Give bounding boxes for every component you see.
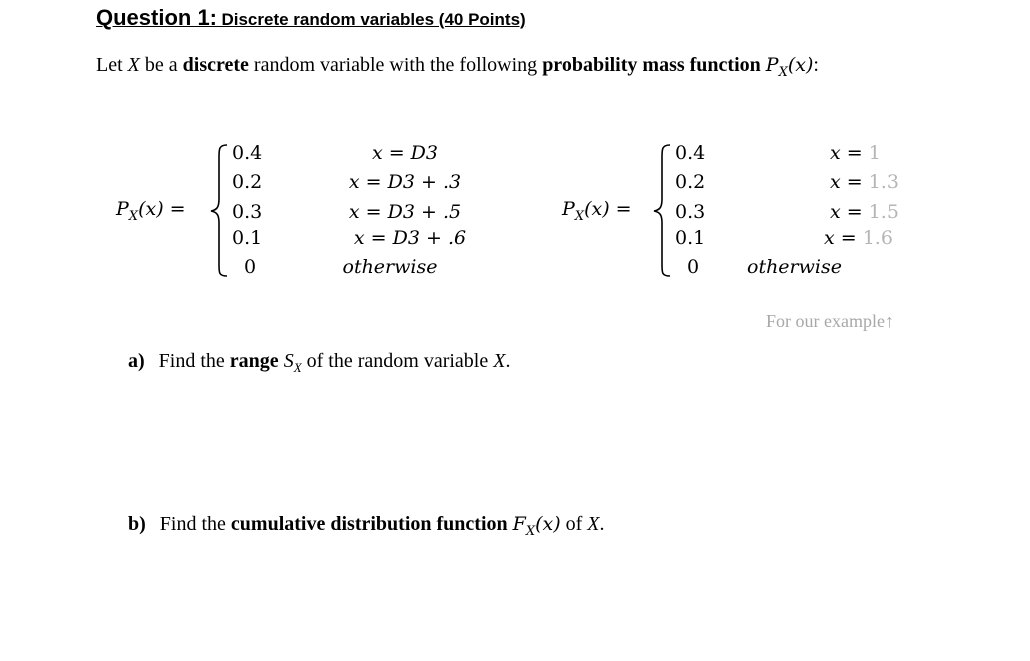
right-pmf-condition-2: x = 1.3 bbox=[830, 171, 899, 193]
question-heading bbox=[96, 5, 526, 31]
left-pmf-condition-4: x = D3 + .6 bbox=[353, 227, 467, 249]
part-a-label: a) bbox=[128, 350, 145, 372]
left-pmf-value-3: 0.3 bbox=[232, 201, 263, 223]
intro-text-1: Let bbox=[96, 54, 128, 76]
intro-variable: X bbox=[127, 54, 140, 76]
left-pmf-value-1: 0.4 bbox=[232, 142, 263, 164]
part-a-bold-range: range bbox=[229, 350, 279, 372]
part-b: b) Find the cumulative distribution function $F_X(x)$ of X. bbox=[128, 513, 605, 539]
right-pmf-condition-4: x = 1.6 bbox=[824, 227, 893, 249]
right-pmf-brace bbox=[651, 143, 673, 278]
right-pmf-value-2: 0.2 bbox=[675, 171, 706, 193]
part-b-label: b) bbox=[128, 513, 146, 535]
left-pmf-brace bbox=[208, 143, 230, 278]
intro-sentence bbox=[96, 54, 819, 80]
right-pmf-condition-1: x = 1 bbox=[830, 142, 881, 164]
intro-bold-discrete: discrete bbox=[182, 54, 249, 76]
left-pmf-condition-2: x = D3 + .3 bbox=[348, 171, 462, 193]
left-pmf-condition-5: otherwise bbox=[342, 256, 438, 278]
left-pmf-value-2: 0.2 bbox=[232, 171, 263, 193]
question-number: Question 1: bbox=[96, 5, 218, 30]
intro-text-2: be a bbox=[139, 54, 183, 76]
right-pmf-faded-value-3: 1.5 bbox=[868, 201, 899, 223]
right-pmf-value-1: 0.4 bbox=[675, 142, 706, 164]
right-pmf-condition-5: otherwise bbox=[747, 256, 842, 278]
right-pmf-faded-value-4: 1.6 bbox=[862, 227, 893, 249]
part-a: a) Find the range $S_X$ of the random variable X. bbox=[128, 350, 511, 375]
part-b-cdf-symbol: $F_X(x)$ bbox=[512, 513, 561, 539]
left-pmf-value-5: 0 bbox=[244, 256, 257, 278]
right-pmf-value-3: 0.3 bbox=[675, 201, 706, 223]
example-note: For our example↑ bbox=[766, 311, 894, 331]
intro-text-3: random variable with the following bbox=[248, 54, 543, 76]
right-pmf-faded-value-2: 1.3 bbox=[868, 171, 899, 193]
right-pmf-faded-value-1: 1 bbox=[868, 142, 881, 164]
intro-colon: : bbox=[813, 54, 819, 76]
question-title: Discrete random variables (40 Points) bbox=[221, 10, 526, 29]
right-pmf-lhs: $P_X(x)$ = bbox=[562, 198, 632, 224]
part-b-bold-cdf: cumulative distribution function bbox=[230, 513, 508, 535]
left-pmf-condition-1: x = D3 bbox=[371, 142, 439, 164]
right-pmf-condition-3: x = 1.5 bbox=[830, 201, 899, 223]
right-pmf-value-5: 0 bbox=[687, 256, 700, 278]
right-pmf-value-4: 0.1 bbox=[675, 227, 706, 249]
intro-pmf-symbol: $P_X(x)$ bbox=[765, 54, 814, 80]
left-pmf-value-4: 0.1 bbox=[232, 227, 263, 249]
left-pmf-condition-3: x = D3 + .5 bbox=[348, 201, 462, 223]
intro-bold-pmf: probability mass function bbox=[542, 54, 761, 76]
left-pmf-lhs: $P_X(x)$ = bbox=[116, 198, 186, 224]
